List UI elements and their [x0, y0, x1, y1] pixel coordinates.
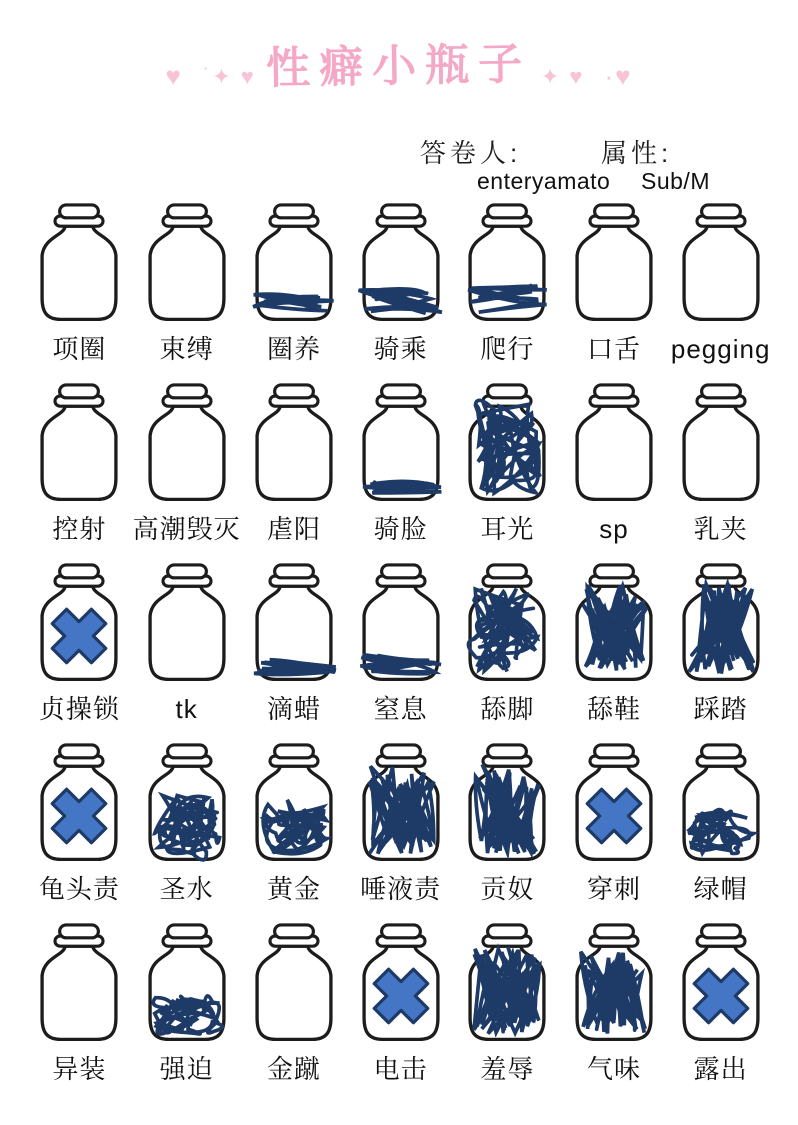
- jar-icon: [31, 742, 127, 866]
- jar-label: 电击: [373, 1054, 428, 1084]
- jar-icon: [139, 202, 235, 326]
- jar-lid-cap: [275, 385, 314, 398]
- jar-label: 贞操锁: [38, 694, 120, 724]
- jar-item: [454, 922, 561, 1091]
- jar-label: 露出: [693, 1054, 748, 1084]
- jar-lid-cap: [488, 205, 527, 218]
- jar-icon: [566, 382, 662, 506]
- jar-lid-cap: [701, 925, 740, 938]
- jar-item: [133, 742, 241, 911]
- jar-label: 圈养: [267, 334, 322, 364]
- jar-icon: [139, 562, 235, 686]
- heart-sparkle-deco-left: ˙✦ ♥: [202, 63, 256, 89]
- jar-lid-cap: [381, 565, 420, 578]
- jar-label: 贡奴: [480, 874, 535, 904]
- jar-label: tk: [175, 694, 198, 724]
- jar-label: 束缚: [159, 334, 214, 364]
- jar-item: [347, 382, 454, 551]
- jar-lid-cap: [275, 565, 314, 578]
- jar-icon: [246, 742, 342, 866]
- jar-icon: [246, 202, 342, 326]
- jar-item: [26, 382, 133, 551]
- jar-icon: [459, 922, 555, 1046]
- jar-icon: [566, 202, 662, 326]
- jar-label: 绿帽: [693, 874, 748, 904]
- jar-lid-cap: [167, 745, 206, 758]
- jar-icon: [459, 202, 555, 326]
- jar-icon: [673, 382, 769, 506]
- jar-label: 羞辱: [480, 1054, 535, 1084]
- page-title: 性癖小瓶子: [265, 39, 532, 94]
- jar-label: 圣水: [159, 874, 214, 904]
- jar-label: 金蹴: [267, 1054, 322, 1084]
- jar-lid-cap: [488, 745, 527, 758]
- jar-label: 异装: [52, 1054, 107, 1084]
- jar-lid-cap: [167, 205, 206, 218]
- jar-lid-cap: [595, 745, 634, 758]
- jar-lid-cap: [60, 205, 99, 218]
- jar-item: [241, 922, 348, 1091]
- jar-label: 舔鞋: [586, 694, 641, 724]
- jar-icon: [353, 562, 449, 686]
- jar-item: [347, 562, 454, 731]
- jar-icon: [246, 562, 342, 686]
- heart-sparkle-deco-right: ✦ ♥: [540, 63, 585, 89]
- jar-label: 耳光: [480, 514, 535, 544]
- jar-label: 滴蜡: [267, 694, 322, 724]
- jar-item: [26, 202, 133, 371]
- jar-item: [561, 742, 668, 911]
- jar-lid-cap: [381, 925, 420, 938]
- title-row: [0, 30, 798, 94]
- jar-item: [454, 742, 561, 911]
- jar-icon: [673, 922, 769, 1046]
- jar-body: [684, 226, 758, 319]
- attribute-value: Sub/M: [641, 168, 710, 194]
- jar-item: [561, 382, 668, 551]
- jar-label: 气味: [586, 1054, 641, 1084]
- jar-label: 窒息: [373, 694, 428, 724]
- jar-label: 骑乘: [373, 334, 428, 364]
- jar-icon: [459, 562, 555, 686]
- heart-sparkle-deco-left-outer: ♥: [165, 61, 183, 92]
- jar-body: [577, 406, 651, 499]
- respondent-value: enteryamato: [477, 168, 611, 194]
- jar-item: [561, 202, 668, 371]
- jar-item: [667, 202, 774, 371]
- jar-label: 乳夹: [693, 514, 748, 544]
- scribble-fill: [474, 947, 540, 1034]
- jar-icon: [246, 382, 342, 506]
- jar-item: [241, 382, 348, 551]
- jar-icon: [31, 562, 127, 686]
- jar-icon: [353, 202, 449, 326]
- jar-icon: [139, 742, 235, 866]
- jar-lid-cap: [595, 205, 634, 218]
- jar-lid-cap: [595, 385, 634, 398]
- jar-label: 虐阳: [267, 514, 322, 544]
- jar-icon: [566, 922, 662, 1046]
- jar-body: [577, 226, 651, 319]
- jar-icon: [353, 382, 449, 506]
- jar-item: [667, 922, 774, 1091]
- jar-label: 高潮毁灭: [132, 514, 241, 544]
- jar-label: 口舌: [586, 334, 641, 364]
- jar-body: [257, 406, 331, 499]
- jar-icon: [566, 742, 662, 866]
- jar-icon: [139, 382, 235, 506]
- jar-lid-cap: [167, 565, 206, 578]
- jar-label: 黄金: [267, 874, 322, 904]
- jar-lid-cap: [60, 745, 99, 758]
- jar-lid-cap: [701, 205, 740, 218]
- jar-label: 唾液责: [360, 874, 442, 904]
- jar-item: [667, 562, 774, 731]
- jar-item: [26, 922, 133, 1091]
- jar-lid-cap: [167, 385, 206, 398]
- jar-item: [454, 382, 561, 551]
- jar-body: [42, 226, 116, 319]
- respondent-label: 答卷人:: [420, 138, 522, 168]
- jar-item: [133, 922, 241, 1091]
- jar-icon: [459, 742, 555, 866]
- jar-label: 强迫: [159, 1054, 214, 1084]
- jar-icon: [566, 562, 662, 686]
- jar-icon: [673, 202, 769, 326]
- attribute-label: 属性:: [601, 138, 673, 168]
- jar-item: [454, 202, 561, 371]
- jar-lid-cap: [381, 385, 420, 398]
- jar-item: [133, 562, 241, 731]
- jar-item: [347, 742, 454, 911]
- jar-icon: [459, 382, 555, 506]
- jar-label: 穿刺: [586, 874, 641, 904]
- jar-lid-cap: [595, 925, 634, 938]
- jar-body: [42, 946, 116, 1039]
- jar-lid-cap: [701, 565, 740, 578]
- jar-label: pegging: [670, 334, 771, 364]
- heart-sparkle-deco-right-outer: ·♥: [604, 61, 633, 92]
- jar-item: [561, 562, 668, 731]
- jar-lid-cap: [60, 565, 99, 578]
- jar-item: [241, 202, 348, 371]
- jar-lid-cap: [167, 925, 206, 938]
- jar-lid-cap: [381, 745, 420, 758]
- jar-icon: [353, 922, 449, 1046]
- jar-lid-cap: [60, 385, 99, 398]
- jar-icon: [246, 922, 342, 1046]
- jar-item: [241, 742, 348, 911]
- jar-item: [667, 742, 774, 911]
- jar-icon: [673, 562, 769, 686]
- jar-icon: [31, 382, 127, 506]
- jar-item: [561, 922, 668, 1091]
- jar-body: [150, 226, 224, 319]
- jar-lid-cap: [488, 925, 527, 938]
- jar-body: [42, 406, 116, 499]
- jar-label: 骑脸: [373, 514, 428, 544]
- scribble-fill: [363, 481, 441, 493]
- jar-item: [454, 562, 561, 731]
- jar-lid-cap: [488, 385, 527, 398]
- jar-body: [150, 586, 224, 679]
- jar-item: [347, 922, 454, 1091]
- jar-lid-cap: [60, 925, 99, 938]
- jar-icon: [353, 742, 449, 866]
- jar-body: [257, 946, 331, 1039]
- jar-label: 舔脚: [480, 694, 535, 724]
- jar-icon: [31, 922, 127, 1046]
- jar-label: sp: [599, 514, 629, 544]
- jar-lid-cap: [381, 205, 420, 218]
- jar-grid: [26, 202, 774, 1091]
- jar-lid-cap: [595, 565, 634, 578]
- jar-body: [684, 406, 758, 499]
- jar-label: 龟头责: [38, 874, 120, 904]
- jar-item: [26, 742, 133, 911]
- jar-lid-cap: [488, 565, 527, 578]
- jar-icon: [31, 202, 127, 326]
- jar-item: [667, 382, 774, 551]
- jar-item: [26, 562, 133, 731]
- jar-icon: [673, 742, 769, 866]
- jar-label: 项圈: [52, 334, 107, 364]
- jar-item: [241, 562, 348, 731]
- jar-body: [150, 406, 224, 499]
- jar-label: 爬行: [480, 334, 535, 364]
- jar-icon: [139, 922, 235, 1046]
- jar-lid-cap: [275, 205, 314, 218]
- jar-label: 踩踏: [693, 694, 748, 724]
- jar-lid-cap: [701, 385, 740, 398]
- jar-label: 控射: [52, 514, 107, 544]
- jar-lid-cap: [701, 745, 740, 758]
- header: [0, 0, 798, 210]
- jar-item: [133, 202, 241, 371]
- jar-lid-cap: [275, 745, 314, 758]
- jar-item: [347, 202, 454, 371]
- jar-item: [133, 382, 241, 551]
- jar-lid-cap: [275, 925, 314, 938]
